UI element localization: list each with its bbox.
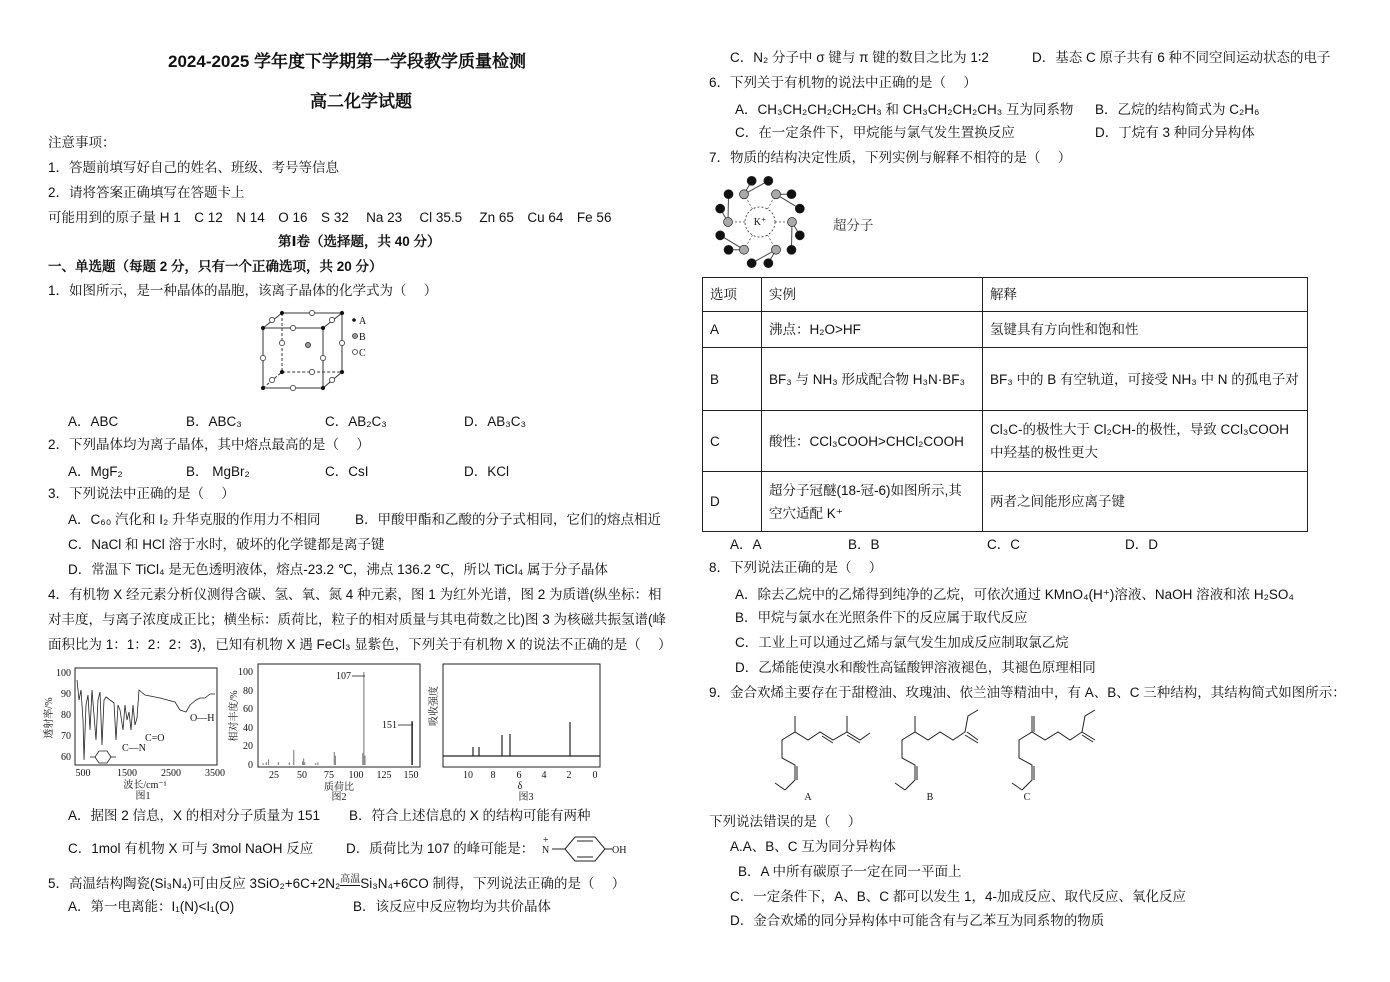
axis-label: δ (517, 781, 523, 792)
q7-option-b: B．B (848, 537, 880, 552)
unit-cell-legend (352, 316, 367, 359)
q4-stem-line: 对丰度，与离子浓度成正比；横坐标：质荷比，粒子的相对质量与其电荷数之比)图 3 为核磁共振氢谱(峰 (48, 612, 666, 627)
atom-c (329, 377, 334, 382)
unit-cell-diagram (263, 313, 342, 388)
q5-option-c: C．N₂ 分子中 σ 键与 π 键的数目之比为 1∶2 (730, 50, 989, 65)
q7-stem: 7．物质的结构决定性质，下列实例与解释不相符的是（ ） (709, 150, 1072, 165)
q8-option-d: D．乙烯能使溴水和酸性高锰酸钾溶液褪色，其褪色原理相同 (735, 660, 1096, 675)
atom-a (340, 370, 344, 374)
structure-label: C (1023, 792, 1031, 803)
unit-cell-atoms (260, 310, 344, 390)
tick-label: 3500 (205, 768, 225, 779)
mass-spectrum-figure (227, 664, 420, 803)
axis-label: 质荷比 (324, 782, 354, 793)
atom-label: OH (612, 845, 627, 856)
carbon-atom (764, 259, 773, 268)
annotation: C=O (145, 733, 165, 744)
tick-label: 50 (297, 770, 307, 781)
table-cell: 超分子冠醚(18-冠-6)如图所示,其空穴适配 K⁺ (762, 472, 983, 532)
q1-option-a: A．ABC (68, 414, 119, 429)
notes-heading: 注意事项： (48, 135, 116, 150)
q9-stem: 9．金合欢烯主要存在于甜橙油、玫瑰油、依兰油等精油中，有 A、B、C 三种结构，其结构简式如图所示： (709, 685, 1346, 700)
atom-label: N (542, 845, 550, 856)
carbon-atom (716, 231, 725, 240)
atom-c (260, 355, 265, 360)
q9-option-b: B．A 中所有碳原子一定在同一平面上 (738, 864, 962, 879)
q3-option-b: B．甲酸甲酯和乙酸的分子式相同，它们的熔点相近 (355, 512, 662, 527)
exam-title: 2024-2025 学年度下学期第一学段教学质量检测 (168, 52, 527, 71)
atom-b (305, 342, 310, 347)
q2-stem: 2．下列晶体均为离子晶体，其中熔点最高的是（ ） (48, 437, 370, 452)
q5-stem-tail: Si₃N₄+6CO 制得，下列说法正确的是（ ） (360, 876, 626, 891)
q4-option-c: C．1mol 有机物 X 可与 3mol NaOH 反应 (68, 841, 314, 856)
q2-option-c: C．CsI (325, 464, 369, 479)
carbon-atom (724, 245, 733, 254)
structure-label: A (804, 792, 812, 803)
atomic-masses: 可能用到的原子量 H 1 C 12 N 14 O 16 S 32 Na 23 Cl 35.5 Zn 65 Cu 64 Fe 56 (48, 210, 612, 225)
table-cell: 两者之间能形应离子键 (983, 472, 1308, 532)
atom-a (321, 326, 325, 330)
table-cell: A (703, 312, 762, 348)
tick-label: 6 (516, 770, 522, 781)
atom-a (261, 326, 265, 330)
aminophenol-structure (542, 835, 626, 861)
q5-option-a: A．第一电离能：I₁(N)<I₁(O) (68, 899, 235, 914)
carbon-atom (747, 259, 756, 268)
tick-label: 60 (61, 752, 71, 763)
q9-sub-stem: 下列说法错误的是（ ） (709, 814, 862, 829)
carbon-atom (716, 204, 725, 213)
carbon-atom (724, 190, 733, 199)
q8-option-c: C．工业上可以通过乙烯与氯气发生加成反应制取氯乙烷 (735, 635, 1069, 650)
q7-option-a: A．A (730, 537, 762, 552)
tick-label: 25 (269, 770, 279, 781)
oxygen-atom (740, 245, 749, 254)
section-heading: 一、单选题（每题 2 分，只有一个正确选项，共 20 分） (48, 259, 383, 274)
tick-label: 125 (376, 770, 392, 781)
legend-b: B (359, 332, 366, 343)
q9-option-d: D．金合欢烯的同分异构体中可能含有与乙苯互为同系物的物质 (730, 913, 1105, 928)
atom-c (309, 369, 314, 374)
axis-label: 透射率/% (44, 697, 55, 739)
tick-label: 60 (243, 704, 253, 715)
figure-caption: 图3 (518, 792, 534, 803)
carbon-atom (787, 245, 796, 254)
q6-option-a: A．CH₃CH₂CH₂CH₂CH₃ 和 CH₃CH₂CH₂CH₃ 互为同系物 (735, 102, 1074, 117)
ir-spectrum-figure (42, 668, 225, 802)
carbon-atom (795, 231, 804, 240)
carbon-atom (764, 176, 773, 185)
carbon-atom (787, 190, 796, 199)
tick-label: 0 (248, 760, 253, 771)
table-cell: BF₃ 中的 B 有空轨道，可接受 NH₃ 中 N 的孤电子对 (983, 348, 1308, 411)
q5-option-d: D．基态 C 原子共有 6 种不同空间运动状态的电子 (1032, 50, 1331, 65)
tick-label: 20 (243, 741, 253, 752)
atom-c (290, 325, 295, 330)
atom-a (280, 311, 284, 315)
tick-label: 1500 (117, 768, 137, 779)
q1-option-d: D．AB₃C₃ (464, 414, 527, 429)
tick-label: 2500 (161, 768, 181, 779)
oxygen-atom (740, 190, 749, 199)
q5-stem-head: 5．高温结构陶瓷(Si₃N₄)可由反应 3SiO₂+6C+2N₂ (48, 876, 341, 891)
table-header: 解释 (983, 278, 1308, 312)
q8-option-b: B．甲烷与氯水在光照条件下的反应属于取代反应 (735, 610, 1028, 625)
atom-a (261, 386, 265, 390)
tick-label: 70 (61, 731, 71, 742)
q8-stem: 8．下列说法正确的是（ ） (709, 560, 883, 575)
atom-c (320, 355, 325, 360)
q2-option-a: A．MgF₂ (68, 464, 123, 479)
table-cell: 酸性：CCl₃COOH>CHCl₂COOH (762, 411, 983, 472)
atom-a (321, 386, 325, 390)
q2-option-b: B． MgBr₂ (186, 464, 250, 479)
q2-option-d: D．KCl (464, 464, 510, 479)
q9-option-c: C．一定条件下，A、B、C 都可以发生 1，4-加成反应、取代反应、氧化反应 (730, 889, 1187, 904)
q3-option-d: D．常温下 TiCl₄ 是无色透明液体，熔点-23.2 ℃，沸点 136.2 ℃，所以 TiCl₄ 属于分子晶体 (68, 562, 608, 577)
tick-label: 2 (566, 770, 572, 781)
atom-c (309, 310, 314, 315)
q8-option-a: A．除去乙烷中的乙烯得到纯净的乙烷，可依次通过 KMnO₄(H⁺)溶液、NaOH 溶液和浓 H₂SO₄ (735, 587, 1294, 602)
q9-option-a: A.A、B、C 互为同分异构体 (730, 839, 896, 854)
crown-ether-diagram (716, 176, 805, 267)
q6-option-d: D．丁烷有 3 种同分异构体 (1095, 125, 1255, 140)
q1-option-b: B．ABC₃ (186, 414, 242, 429)
q5-condition: 高温 (340, 874, 361, 885)
tick-label: 0 (592, 770, 598, 781)
q3-stem: 3．下列说法中正确的是（ ） (48, 486, 235, 501)
structure-label: B (926, 792, 934, 803)
supramolecule-label: 超分子 (833, 218, 874, 233)
note-item: 2．请将答案正确填写在答题卡上 (48, 185, 245, 200)
ms-bars (263, 672, 412, 765)
tick-label: 75 (324, 770, 334, 781)
atom-c (269, 317, 274, 322)
axis-label: 相对丰度/% (229, 690, 240, 742)
table-cell: B (703, 348, 762, 411)
oxygen-atom (724, 218, 733, 227)
tick-label: 4 (541, 770, 547, 781)
table-cell: BF₃ 与 NH₃ 形成配合物 H₃N·BF₃ (762, 348, 983, 411)
tick-label: 100 (238, 667, 253, 678)
q6-stem: 6．下列关于有机物的说法中正确的是（ ） (709, 75, 977, 90)
q7-option-d: D．D (1125, 537, 1158, 552)
q4-option-b: B．符合上述信息的 X 的结构可能有两种 (349, 808, 591, 823)
tick-label: 40 (243, 723, 253, 734)
table-cell: 沸点：H₂O>HF (762, 312, 983, 348)
peak-label-151: 151 (382, 720, 397, 731)
table-cell: C (703, 411, 762, 472)
table-header: 选项 (703, 278, 762, 312)
q5-option-b: B．该反应中反应物均为共价晶体 (353, 899, 552, 914)
k-ion-label: K⁺ (753, 217, 767, 228)
atom-c (329, 317, 334, 322)
part-heading: 第Ⅰ卷（选择题，共 40 分） (278, 234, 441, 249)
q4-stem-line: 面积比为 1：1：2：2：3)，已知有机物 X 遇 FeCl₃ 显紫色，下列关于有机物 X 的说法不正确的是（ ） (48, 637, 672, 652)
legend-c: C (359, 348, 366, 359)
tick-label: 100 (348, 770, 364, 781)
q4-option-a: A．据图 2 信息，X 的相对分子质量为 151 (68, 808, 321, 823)
q6-option-c: C．在一定条件下，甲烷能与氯气发生置换反应 (735, 125, 1015, 140)
exam-subtitle: 高二化学试题 (310, 92, 412, 111)
atom-a (340, 311, 344, 315)
note-item: 1．答题前填写好自己的姓名、班级、考号等信息 (48, 160, 340, 175)
tick-label: 100 (56, 668, 71, 679)
table-cell: 氢键具有方向性和饱和性 (983, 312, 1308, 348)
tick-label: 80 (243, 686, 253, 697)
legend-a: A (359, 316, 367, 327)
nmr-spectrum-figure (427, 664, 600, 803)
q3-option-c: C．NaCl 和 HCl 溶于水时，破坏的化学键都是离子键 (68, 537, 385, 552)
annotation: C—N (122, 743, 146, 754)
table-cell: Cl₃C-的极性大于 Cl₂CH-的极性，导致 CCl₃COOH 中羟基的极性更大 (983, 411, 1308, 472)
benzene-icon (90, 751, 116, 763)
q6-option-b: B．乙烷的结构简式为 C₂H₆ (1095, 102, 1260, 117)
axis-label: 波长/cm⁻¹ (123, 780, 167, 791)
q4-stem-line: 4．有机物 X 经元素分析仪测得含碳、氢、氧、氮 4 种元素，图 1 为红外光谱，图 2 为质谱(纵坐标：相 (48, 587, 662, 602)
tick-label: 150 (403, 770, 419, 781)
figure-caption: 图2 (331, 792, 347, 803)
atom-c (269, 377, 274, 382)
figure-caption: 图1 (135, 791, 151, 802)
carbon-atom (795, 204, 804, 213)
oxygen-atom (772, 190, 781, 199)
oxygen-atom (772, 245, 781, 254)
tick-label: 90 (61, 689, 71, 700)
oxygen-atom (788, 218, 797, 227)
table-header: 实例 (762, 278, 983, 312)
q1-stem: 1．如图所示，是一种晶体的晶胞，该离子晶体的化学式为（ ） (48, 283, 438, 298)
q7-option-c: C．C (987, 537, 1020, 552)
atom-c (279, 340, 284, 345)
tick-label: 8 (490, 770, 496, 781)
peak-label-107: 107 (336, 671, 351, 682)
atom-a (280, 370, 284, 374)
atom-c (339, 340, 344, 345)
q3-option-a: A．C₆₀ 汽化和 I₂ 升华克服的作用力不相同 (68, 512, 321, 527)
carbon-atom (747, 176, 756, 185)
axis-label: 吸收强度 (429, 686, 440, 726)
tick-label: 80 (61, 710, 71, 721)
table-cell: D (703, 472, 762, 532)
annotation: O—H (190, 713, 215, 724)
atom-c (290, 385, 295, 390)
q4-option-d: D．质荷比为 107 的峰可能是： (346, 841, 535, 856)
charge-label: + (543, 835, 549, 846)
tick-label: 500 (75, 768, 91, 779)
tick-label: 10 (463, 770, 473, 781)
farnesene-structures (775, 710, 1095, 790)
q1-option-c: C．AB₂C₃ (325, 414, 387, 429)
